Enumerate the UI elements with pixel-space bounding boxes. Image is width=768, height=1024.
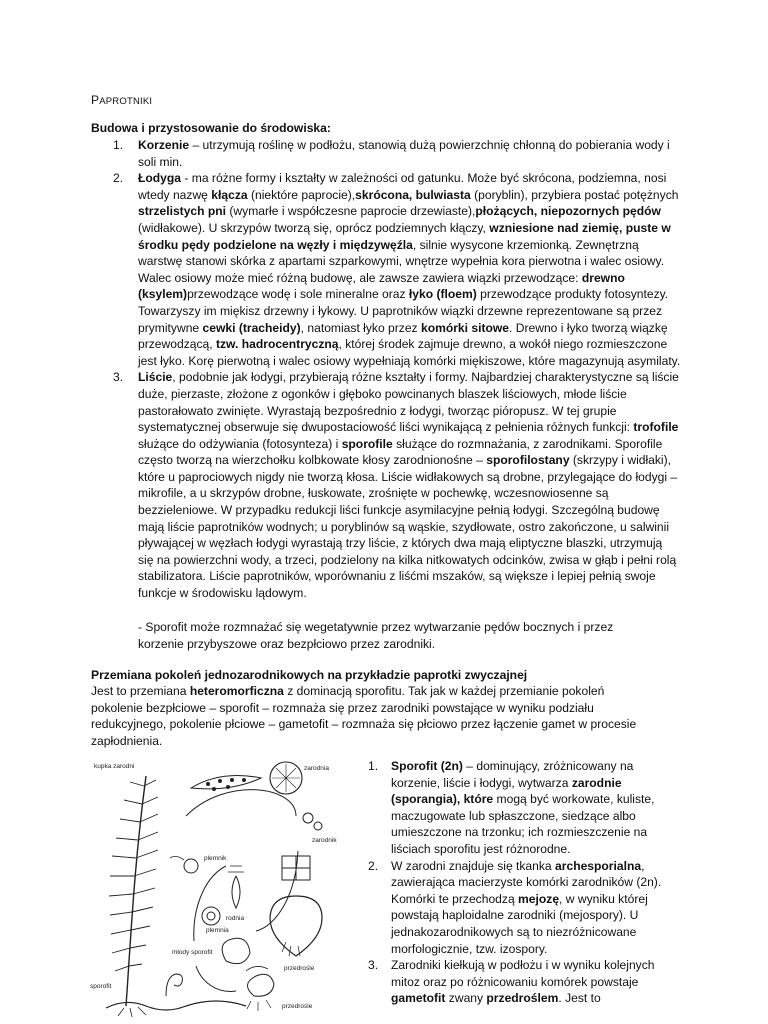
list-number: 2. bbox=[368, 858, 379, 873]
text-run: (wymarłe i współczesne paprocie drzewiaste), bbox=[226, 204, 476, 219]
bold-term: archesporialna bbox=[555, 858, 642, 873]
bold-term: sporofile bbox=[341, 436, 393, 451]
text-run: (skrzypy i widłaki), które u paprociowych nigdy nie tworzą kłosa. Liście widłakowych są drobne, przylegające do łodygi – mikrofile, a u skrzypów drobne, łuskowate, zrośnięte w pochewkę, wczesnowiosenne są bezzieleniowe. W przypadku redukcji liści funkcje asymilacyjne pełnią łodygi. Szczególną budowę mają liście paprotników wodnych; u poryblinów są wąskie, szydłowate, ostro zakończone, u salwinii pływającej w węzłach łodygi wyrastają trzy liście, z których dwa mają eliptyczne blaszki, utrzymują się na powierzchni wody, a trzeci, podzielony na kilka nitkowatych odcinków, zwisa w głąb i pełni rolą stabilizatora. Liście paprotników, wporównaniu z liśćmi mszaków, są większe i lepiej pełnią swoje funkcje w środowisku lądowym. bbox=[138, 453, 678, 601]
section-heading-structure: Budowa i przystosowanie do środowiska: bbox=[91, 121, 331, 135]
text-run: W zarodni znajduje się tkanka bbox=[391, 858, 556, 873]
list-item-text bbox=[391, 858, 670, 958]
bold-term: drewno (ksylem) bbox=[138, 270, 625, 302]
list-item-text bbox=[138, 170, 681, 369]
bold-term: Łodyga bbox=[138, 171, 182, 186]
text-run: z dominacją sporofitu. Tak jak w każdej przemianie pokoleń pokolenie bezpłciowe – sporofit – rozmnaża się przez zarodniki powstające w wyniku podziału redukcyjnego, pokolenie płciowe – gametofit – rozmnaża się płciowo przez łączenie gamet w procesie zapłodnienia. bbox=[91, 684, 637, 748]
text-run: (poryblin), przybiera postać potężnych bbox=[470, 187, 679, 202]
label-przedrosle-1: przedrośle bbox=[284, 965, 315, 972]
text-run: (niektóre paprocie), bbox=[247, 187, 356, 202]
list-item-text bbox=[391, 758, 670, 858]
fern-life-cycle-figure bbox=[86, 756, 356, 1018]
text-run: przewodzące produkty fotosyntezy. Towarzyszy im miękisz drzewny i łykowy. U paprotników wiązki drzewne reprezentowane są przez prymitywne bbox=[138, 287, 669, 335]
bold-term: heteromorficzna bbox=[189, 684, 284, 698]
bold-term: skrócona, bulwiasta bbox=[355, 187, 471, 202]
bold-term: zarodnie (sporangia), które bbox=[391, 775, 622, 807]
fern-frond-leaflets bbox=[109, 780, 158, 971]
text-run: , zawierająca macierzyste komórki zarodników (2n). Komórki te przechodzą bbox=[391, 858, 662, 906]
list-number: 2. bbox=[113, 171, 124, 186]
bold-term: komórki sitowe bbox=[420, 320, 510, 335]
text-run: przewodzące wodę i sole mineralne oraz bbox=[187, 287, 409, 302]
bold-term: mejozę bbox=[518, 891, 560, 906]
text-run: Jest to przemiana bbox=[91, 684, 190, 698]
structure-item-3 bbox=[91, 369, 681, 601]
title-initial: P bbox=[91, 93, 100, 107]
document-title bbox=[91, 92, 152, 111]
bold-term: tzw. hadrocentryczną bbox=[215, 337, 339, 352]
text-run: (widłakowe). U skrzypów tworzą się, oprócz podziemnych kłączy, bbox=[138, 220, 490, 235]
list-number: 1. bbox=[368, 759, 379, 773]
label-plemnia: plemnia bbox=[206, 927, 229, 934]
bold-term: Korzenie bbox=[138, 138, 190, 152]
list-item-text bbox=[138, 137, 681, 170]
text-run: Zarodniki kiełkują w podłożu i w wyniku kolejnych mitoz oraz po różnicowaniu komórek powstaje bbox=[391, 958, 655, 989]
structure-list bbox=[91, 137, 681, 602]
label-sporofit: sporofit bbox=[90, 983, 112, 990]
sporophyte-note: - Sporofit może rozmnażać się wegetatywnie przez wytwarzanie pędów bocznych i przez korzenie przybyszowe oraz bezpłciowo przez zarodniki. bbox=[138, 620, 614, 651]
bold-term: Liście bbox=[138, 370, 173, 385]
list-item-text bbox=[391, 957, 670, 1007]
label-kupka-zarodni: kupka zarodni bbox=[94, 763, 135, 770]
text-run: , której środek zajmuje drewno, a wokół niego rozmieszczone jest łyko. Korę pierwotną i walec osiowy wypełniają komórki miękiszowe, które magazynują asymilaty. bbox=[138, 337, 681, 368]
bold-term: łyko (floem) bbox=[408, 287, 477, 302]
bold-term: sporofilostany bbox=[486, 453, 570, 468]
text-run: – utrzymują roślinę w podłożu, stanowią dużą powierzchnię chłonną do pobierania wody i soli min. bbox=[138, 138, 670, 169]
label-zarodnia: zarodnia bbox=[304, 765, 329, 772]
text-run: , podobnie jak łodygi, przybierają różne kształty i formy. Najbardziej charakterystyczne są liście duże, pierzaste, złożone z ogonków i głęboko powcinanych blaszek liściowych, młode liście pastorałowato zwinięte. Wyrastają bezpośrednio z łodygi, tworząc pióropusz. W tej grupie systematycznej obserwuje się dwupostaciowość liści wynikającą z pełnienia różnych funkcji: bbox=[138, 370, 679, 435]
text-run: . Drewno i łyko tworzą wiązkę przewodzącą, bbox=[138, 320, 668, 352]
label-mlody-sporofit: młody sporofit bbox=[172, 949, 213, 956]
text-run: . Jest to bbox=[558, 991, 601, 1006]
bold-term: kłącza bbox=[211, 187, 248, 202]
list-item-text bbox=[138, 369, 681, 601]
alternation-list bbox=[344, 758, 670, 1007]
alternation-item-2 bbox=[344, 858, 670, 958]
text-run: , w wyniku której powstają haploidalne zarodniki (mejospory). U jednakozarodnikowych są to niezróżnicowane morfologicznie, tzw. izospory. bbox=[391, 891, 648, 956]
alternation-item-3 bbox=[344, 957, 670, 1007]
text-run: zwany bbox=[445, 991, 487, 1006]
bold-term: gametofit bbox=[391, 991, 446, 1006]
alternation-intro bbox=[91, 683, 651, 749]
bold-term: cewki (tracheidy) bbox=[202, 320, 301, 335]
bold-term: trofofile bbox=[633, 420, 679, 435]
label-przedrosle-2: przedrośle bbox=[282, 1003, 313, 1010]
title-rest: APROTNIKI bbox=[99, 96, 153, 107]
alternation-item-1 bbox=[344, 758, 670, 858]
bold-term: Sporofit (2n) bbox=[391, 759, 463, 773]
list-number: 3. bbox=[113, 370, 124, 385]
label-plemnik: plemnik bbox=[204, 855, 227, 862]
text-run: , natomiast łyko przez bbox=[300, 320, 421, 335]
life-cycle-diagram bbox=[86, 756, 356, 1018]
text-run: mogą być workowate, kuliste, maczugowate lub spłaszczone, siedzące albo umieszczone na trzonku; ich rozmieszczenie na liściach sporofitu jest różnorodne. bbox=[391, 792, 655, 856]
label-rodnia: rodnia bbox=[226, 915, 245, 922]
text-run: – dominujący, zróżnicowany na korzenie, liście i łodygi, wytwarza bbox=[391, 759, 634, 790]
bold-term: płożących, niepozornych pędów bbox=[475, 204, 661, 219]
list-number: 1. bbox=[113, 138, 124, 152]
section-heading-alternation: Przemiana pokoleń jednozarodnikowych na przykładzie paprotki zwyczajnej bbox=[91, 668, 528, 682]
bold-term: przedroślem bbox=[486, 991, 559, 1006]
text-run: służące do rozmnażania, z zarodnikami. Sporofile często tworzą na wierzchołku kolbkowate kłosy zarodnionośne – bbox=[138, 436, 663, 468]
bold-term: strzelistych pni bbox=[138, 204, 227, 219]
text-run: - ma różne formy i kształty w zależności od gatunku. Może być skrócona, podziemna, nosi wtedy nazwę bbox=[138, 171, 667, 202]
label-zarodnik: zarodnik bbox=[312, 837, 337, 844]
bold-term: wzniesione nad ziemię, puste w środku pędy podzielone na węzły i międzywęźla bbox=[138, 220, 671, 252]
structure-item-1 bbox=[91, 137, 681, 170]
text-run: służące do odżywiania (fotosynteza) i bbox=[138, 436, 342, 451]
structure-item-2 bbox=[91, 170, 681, 369]
list-number: 3. bbox=[368, 958, 379, 973]
text-run: , silnie wysycone krzemionką. Zewnętrzną warstwę stanowi skórka z apartami szparkowymi, wnętrze wypełnia kora pierwotna i walec osiowy. Walec osiowy może mieć różną budowę, ale zawsze zawiera wiązki przewodzące: bbox=[138, 237, 665, 285]
